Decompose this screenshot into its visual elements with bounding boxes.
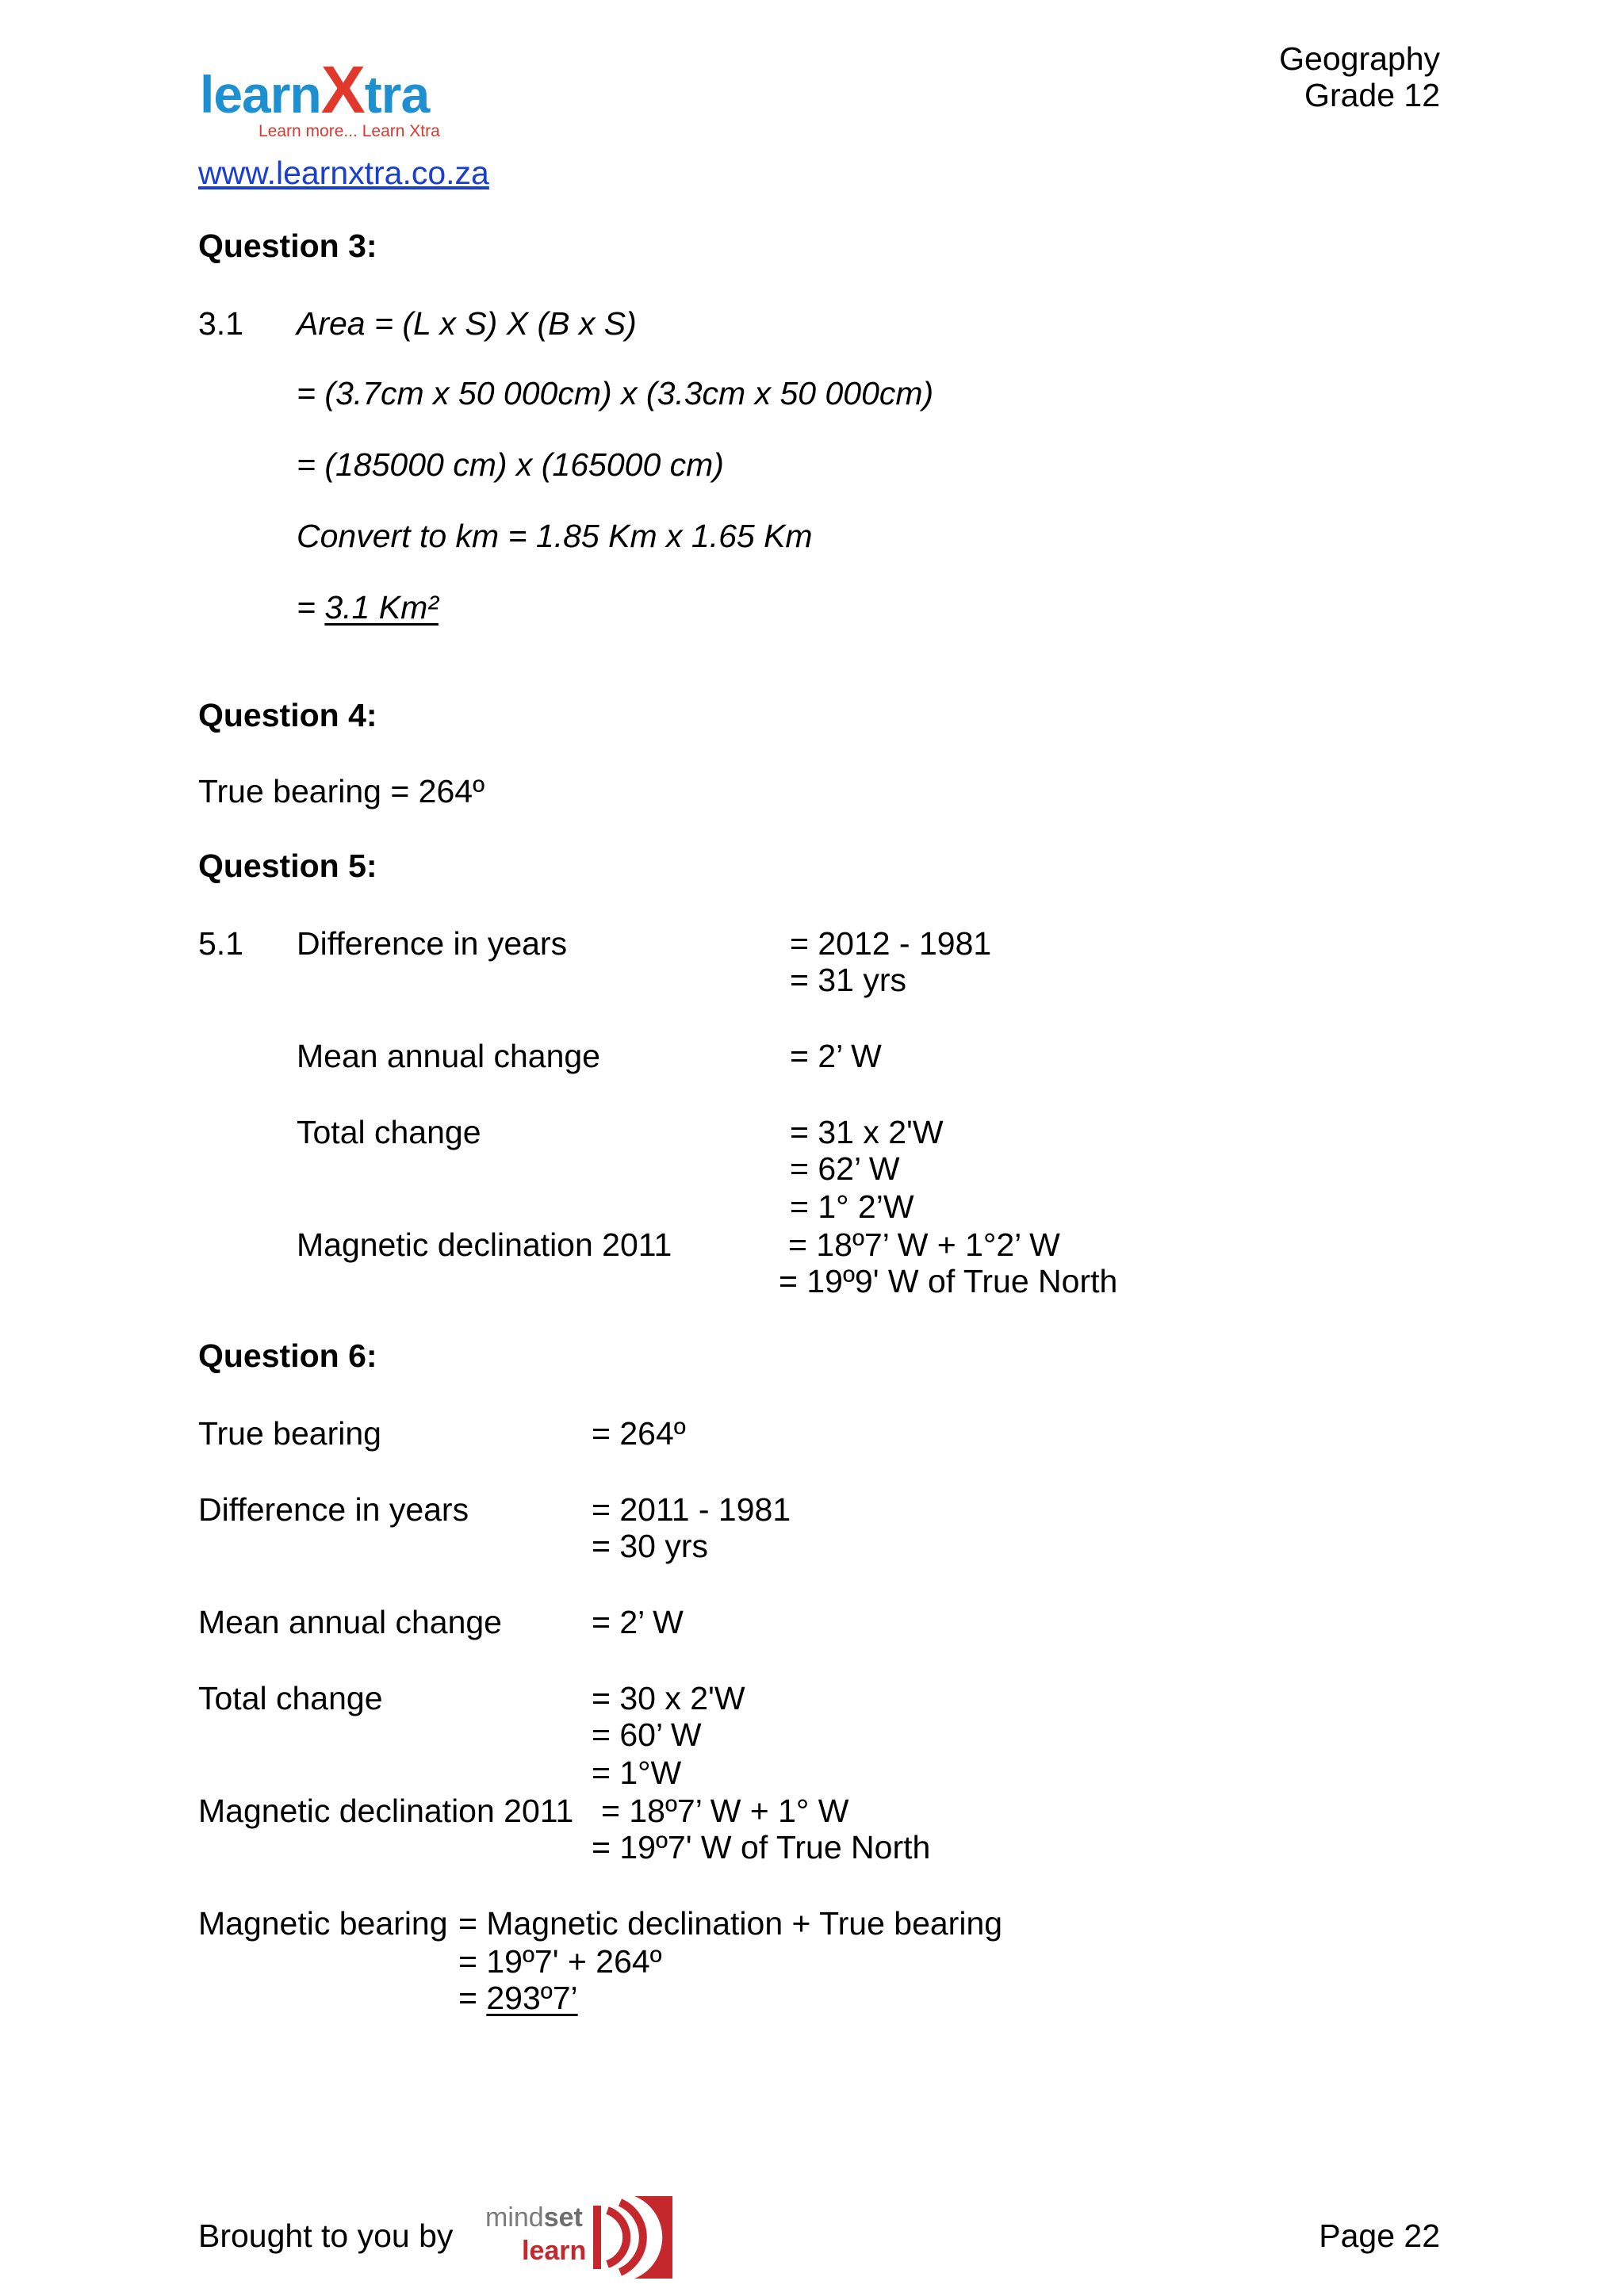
- q5-total-label: Total change: [297, 1114, 481, 1150]
- q5-diff-label: Difference in years: [297, 925, 568, 962]
- q5-total-value: = 1° 2’W: [790, 1188, 914, 1225]
- question-3-heading: Question 3:: [198, 228, 377, 264]
- q3-answer: 3.1 Km²: [324, 589, 439, 626]
- q4-true-bearing: True bearing = 264º: [198, 773, 485, 809]
- learnxtra-logo: [200, 52, 440, 141]
- q6-magbear-answer-line: [458, 1979, 578, 2017]
- q6-magbear-value: = Magnetic declination + True bearing: [458, 1905, 1003, 1942]
- q6-diff-value: = 30 yrs: [592, 1528, 708, 1564]
- question-6-heading: Question 6:: [198, 1337, 377, 1374]
- mindset-learn-logo: [485, 2196, 676, 2283]
- q6-diff-label: Difference in years: [198, 1491, 469, 1528]
- q5-mean-value: = 2’ W: [790, 1038, 882, 1074]
- q5-magdec-value: = 19º9' W of True North: [779, 1263, 1118, 1299]
- q6-magbear-label: Magnetic bearing: [198, 1905, 448, 1942]
- q6-true-value: = 264º: [592, 1415, 686, 1452]
- q6-magbear-prefix: =: [458, 1980, 487, 2016]
- q3-answer-prefix: =: [297, 589, 325, 626]
- mindset-arcs-icon: [593, 2196, 672, 2279]
- q3-line: Area = (L x S) X (B x S): [297, 305, 637, 342]
- question-4-heading: Question 4:: [198, 697, 377, 733]
- q3-line: = (185000 cm) x (165000 cm): [297, 446, 724, 483]
- q6-total-label: Total change: [198, 1680, 383, 1716]
- site-link[interactable]: www.learnxtra.co.za: [198, 155, 489, 191]
- q3-line: Convert to km = 1.85 Km x 1.65 Km: [297, 518, 813, 554]
- q5-total-value: = 31 x 2'W: [790, 1114, 944, 1150]
- logo-tra-text: tra: [364, 65, 430, 124]
- mindset-wordmark: [485, 2204, 583, 2231]
- q5-magdec-value: = 18º7’ W + 1°2’ W: [788, 1226, 1060, 1263]
- q5-item-number: 5.1: [198, 925, 243, 962]
- q6-total-value: = 60’ W: [592, 1716, 702, 1753]
- q5-diff-value: = 2012 - 1981: [790, 925, 992, 962]
- q5-magdec-label: Magnetic declination 2011: [297, 1226, 672, 1263]
- mindset-mind-text: mind: [485, 2202, 544, 2233]
- q6-true-label: True bearing: [198, 1415, 381, 1452]
- mindset-set-text: set: [543, 2202, 583, 2233]
- logo-tagline: Learn more... Learn Xtra: [259, 122, 440, 140]
- q6-mean-value: = 2’ W: [592, 1604, 684, 1640]
- mindset-learn-text: learn: [522, 2236, 587, 2266]
- q6-magbear-value: = 19º7' + 264º: [458, 1943, 662, 1980]
- question-5-heading: Question 5:: [198, 848, 377, 884]
- grade-label: Grade 12: [1304, 77, 1440, 113]
- logo-x-text: X: [320, 52, 365, 127]
- q6-mean-label: Mean annual change: [198, 1604, 502, 1640]
- q6-magdec-value: = 18º7’ W + 1° W: [601, 1793, 849, 1829]
- q6-total-value: = 30 x 2'W: [592, 1680, 745, 1716]
- q6-magdec-value: = 19º7' W of True North: [592, 1829, 931, 1866]
- q5-diff-value: = 31 yrs: [790, 962, 906, 998]
- brought-to-you-label: Brought to you by: [198, 2218, 454, 2254]
- q6-total-value: = 1°W: [592, 1755, 682, 1791]
- q5-total-value: = 62’ W: [790, 1150, 900, 1187]
- q3-item-number: 3.1: [198, 305, 243, 342]
- q6-diff-value: = 2011 - 1981: [592, 1491, 791, 1528]
- logo-learn-text: learn: [200, 65, 321, 124]
- subject-label: Geography: [1279, 40, 1440, 77]
- q6-magbear-answer: 293º7’: [486, 1980, 578, 2016]
- q5-mean-label: Mean annual change: [297, 1038, 600, 1074]
- q6-magdec-label: Magnetic declination 2011: [198, 1793, 574, 1829]
- q3-answer-line: [297, 588, 439, 626]
- q3-line: = (3.7cm x 50 000cm) x (3.3cm x 50 000cm): [297, 375, 934, 411]
- page-number: Page 22: [1319, 2218, 1440, 2254]
